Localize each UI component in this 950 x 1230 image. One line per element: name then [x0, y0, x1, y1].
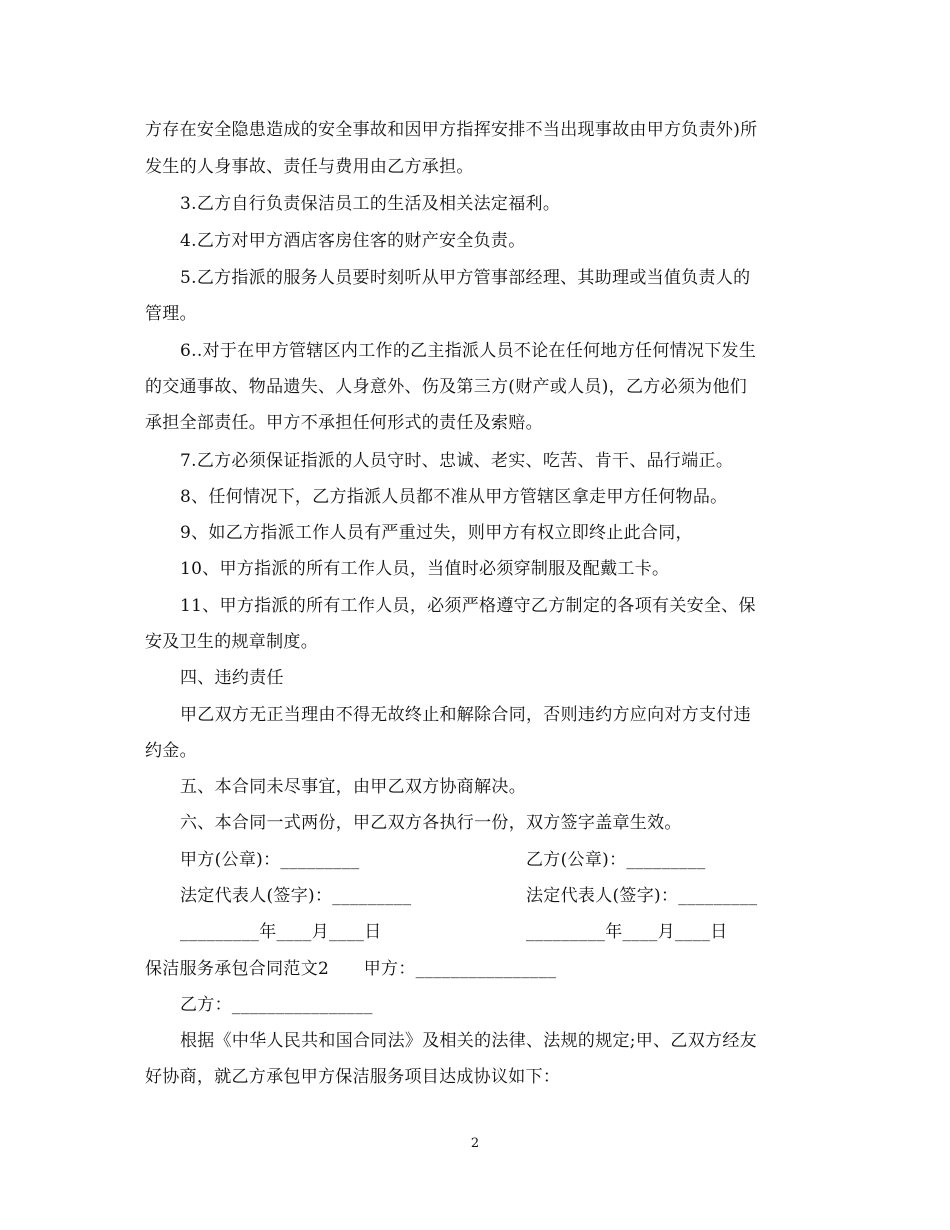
- page-number: 2: [470, 1136, 480, 1151]
- text-line: 五、本合同未尽事宜，由甲乙双方协商解决。: [180, 777, 526, 797]
- party-a-seal-line: 甲方(公章)：_________: [180, 850, 360, 870]
- text-line: 发生的人身事故、责任与费用由乙方承担。: [145, 157, 474, 177]
- text-line: 9、如乙方指派工作人员有严重过失，则甲方有权立即终止此合同，: [180, 523, 693, 543]
- party-b-seal-line: 乙方(公章)：_________: [526, 850, 706, 870]
- party-a-representative-line: 法定代表人(签字)：_________: [180, 886, 412, 906]
- text-line: 11、甲方指派的所有工作人员，必须严格遵守乙方制定的各项有关安全、保: [180, 596, 756, 616]
- text-line: 10、甲方指派的所有工作人员，当值时必须穿制服及配戴工卡。: [180, 559, 670, 579]
- text-line: 好协商，就乙方承包甲方保洁服务项目达成协议如下：: [145, 1067, 561, 1087]
- contract-title-line: 保洁服务承包合同范文2 甲方：________________: [145, 959, 557, 979]
- party-b-date-line: _________年____月____日: [526, 922, 728, 942]
- text-line: 管理。: [145, 304, 197, 324]
- text-line: 5.乙方指派的服务人员要时刻听从甲方管事部经理、其助理或当值负责人的: [180, 268, 751, 288]
- text-line: 根据《中华人民共和国合同法》及相关的法律、法规的规定;甲、乙双方经友: [180, 1031, 757, 1051]
- text-line: 约金。: [145, 741, 197, 761]
- text-line: 六、本合同一式两份，甲乙双方各执行一份，双方签字盖章生效。: [180, 813, 682, 833]
- party-a-date-line: _________年____月____日: [180, 922, 382, 942]
- text-line: 承担全部责任。甲方不承担任何形式的责任及索赔。: [145, 413, 543, 433]
- text-line: 安及卫生的规章制度。: [145, 632, 318, 652]
- text-line: 3.乙方自行负责保洁员工的生活及相关法定福利。: [180, 194, 561, 214]
- text-line: 4.乙方对甲方酒店客房住客的财产安全负责。: [180, 231, 526, 251]
- text-line: 8、任何情况下，乙方指派人员都不准从甲方管辖区拿走甲方任何物品。: [180, 487, 728, 507]
- text-line: 方存在安全隐患造成的安全事故和因甲方指挥安排不当出现事故由甲方负责外)所: [145, 120, 758, 140]
- party-b-line: 乙方：________________: [180, 995, 373, 1015]
- text-line: 6..对于在甲方管辖区内工作的乙主指派人员不论在任何地方任何情况下发生: [180, 341, 757, 361]
- section-heading: 四、违约责任: [180, 668, 284, 688]
- text-line: 甲乙双方无正当理由不得无故终止和解除合同，否则违约方应向对方支付违: [180, 705, 751, 725]
- party-b-representative-line: 法定代表人(签字)：_________: [526, 886, 758, 906]
- text-line: 7.乙方必须保证指派的人员守时、忠诚、老实、吃苦、肯干、品行端正。: [180, 451, 734, 471]
- text-line: 的交通事故、物品遗失、人身意外、伤及第三方(财产或人员)，乙方必须为他们: [145, 377, 748, 397]
